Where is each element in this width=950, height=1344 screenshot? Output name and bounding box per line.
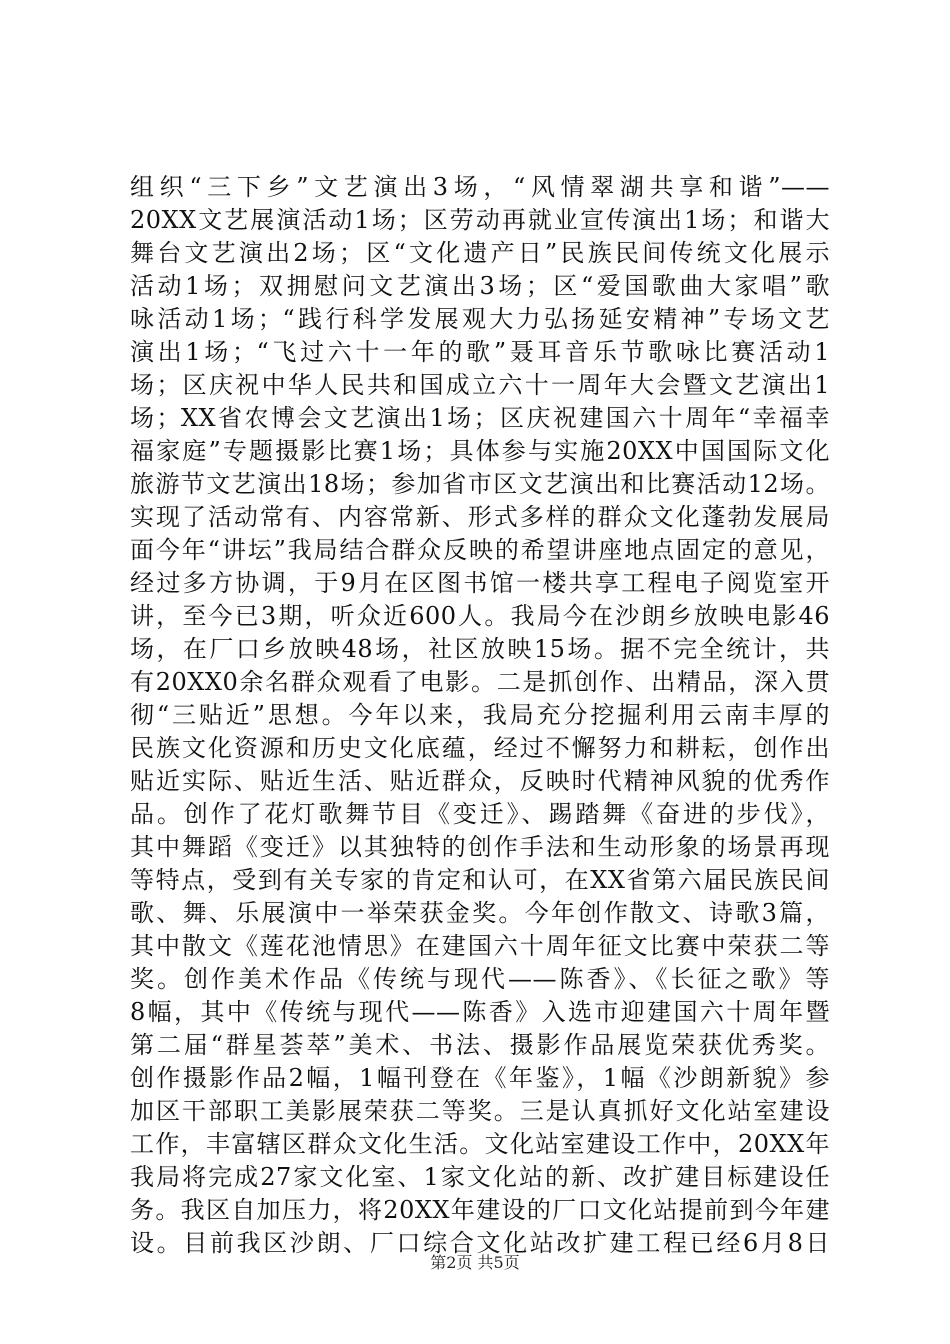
- text-line: 彻“三贴近”思想。今年以来，我局充分挖掘利用云南丰厚的: [130, 701, 830, 729]
- text-line: 舞台文艺演出2场；区“文化遗产日”民族民间传统文化展示: [130, 239, 830, 267]
- text-line: 活动1场；双拥慰问文艺演出3场；区“爱国歌曲大家唱”歌: [130, 272, 830, 300]
- text-line: 其中舞蹈《变迁》以其独特的创作手法和生动形象的场景再现: [130, 833, 830, 861]
- text-line: 民族文化资源和历史文化底蕴，经过不懈努力和耕耘，创作出: [130, 734, 830, 762]
- text-line: 8幅，其中《传统与现代——陈香》入选市迎建国六十周年暨: [130, 998, 830, 1026]
- text-line: 有20XX0余名群众观看了电影。二是抓创作、出精品，深入贯: [130, 668, 830, 696]
- text-line: 工作，丰富辖区群众文化生活。文化站室建设工作中，20XX年: [130, 1130, 830, 1158]
- text-line: 20XX文艺展演活动1场；区劳动再就业宣传演出1场；和谐大: [130, 206, 830, 234]
- text-line: 咏活动1场；“践行科学发展观大力弘扬延安精神”专场文艺: [130, 305, 830, 333]
- text-line: 其中散文《莲花池情思》在建国六十周年征文比赛中荣获二等: [130, 932, 830, 960]
- page-footer: 第2页 共5页: [430, 1253, 520, 1272]
- text-line: 面今年“讲坛”我局结合群众反映的希望讲座地点固定的意见，: [130, 536, 830, 564]
- text-line: 组织“三下乡”文艺演出3场，“风情翠湖共享和谐”——: [130, 173, 830, 201]
- text-line: 场；XX省农博会文艺演出1场；区庆祝建国六十周年“幸福幸: [130, 404, 830, 432]
- text-line: 场；区庆祝中华人民共和国成立六十一周年大会暨文艺演出1: [130, 371, 830, 399]
- text-line: 旅游节文艺演出18场；参加省市区文艺演出和比赛活动12场。: [130, 470, 830, 498]
- text-line: 场，在厂口乡放映48场，社区放映15场。据不完全统计，共: [130, 635, 830, 663]
- text-line: 务。我区自加压力，将20XX年建设的厂口文化站提前到今年建: [130, 1196, 830, 1224]
- body-text: [130, 171, 830, 1260]
- text-line: 第二届“群星荟萃”美术、书法、摄影作品展览荣获优秀奖。: [130, 1031, 830, 1059]
- text-line: 品。创作了花灯歌舞节目《变迁》、踢踏舞《奋进的步伐》，: [130, 800, 830, 828]
- text-line: 福家庭”专题摄影比赛1场；具体参与实施20XX中国国际文化: [130, 437, 830, 465]
- text-line: 加区干部职工美影展荣获二等奖。三是认真抓好文化站室建设: [130, 1097, 830, 1125]
- text-line: 等特点，受到有关专家的肯定和认可，在XX省第六届民族民间: [130, 866, 830, 894]
- text-line: 实现了活动常有、内容常新、形式多样的群众文化蓬勃发展局: [130, 503, 830, 531]
- text-line: 经过多方协调，于9月在区图书馆一楼共享工程电子阅览室开: [130, 569, 830, 597]
- text-line: 贴近实际、贴近生活、贴近群众，反映时代精神风貌的优秀作: [130, 767, 830, 795]
- text-line: 歌、舞、乐展演中一举荣获金奖。今年创作散文、诗歌3篇，: [130, 899, 830, 927]
- text-line: 创作摄影作品2幅，1幅刊登在《年鉴》，1幅《沙朗新貌》参: [130, 1064, 830, 1092]
- text-line: 演出1场；“飞过六十一年的歌”聂耳音乐节歌咏比赛活动1: [130, 338, 830, 366]
- text-line: 设。目前我区沙朗、厂口综合文化站改扩建工程已经6月8日: [130, 1229, 830, 1257]
- text-line: 奖。创作美术作品《传统与现代——陈香》、《长征之歌》等: [130, 965, 830, 993]
- text-line: 讲，至今已3期，听众近600人。我局今在沙朗乡放映电影46: [130, 602, 830, 630]
- text-line: 我局将完成27家文化室、1家文化站的新、改扩建目标建设任: [130, 1163, 830, 1191]
